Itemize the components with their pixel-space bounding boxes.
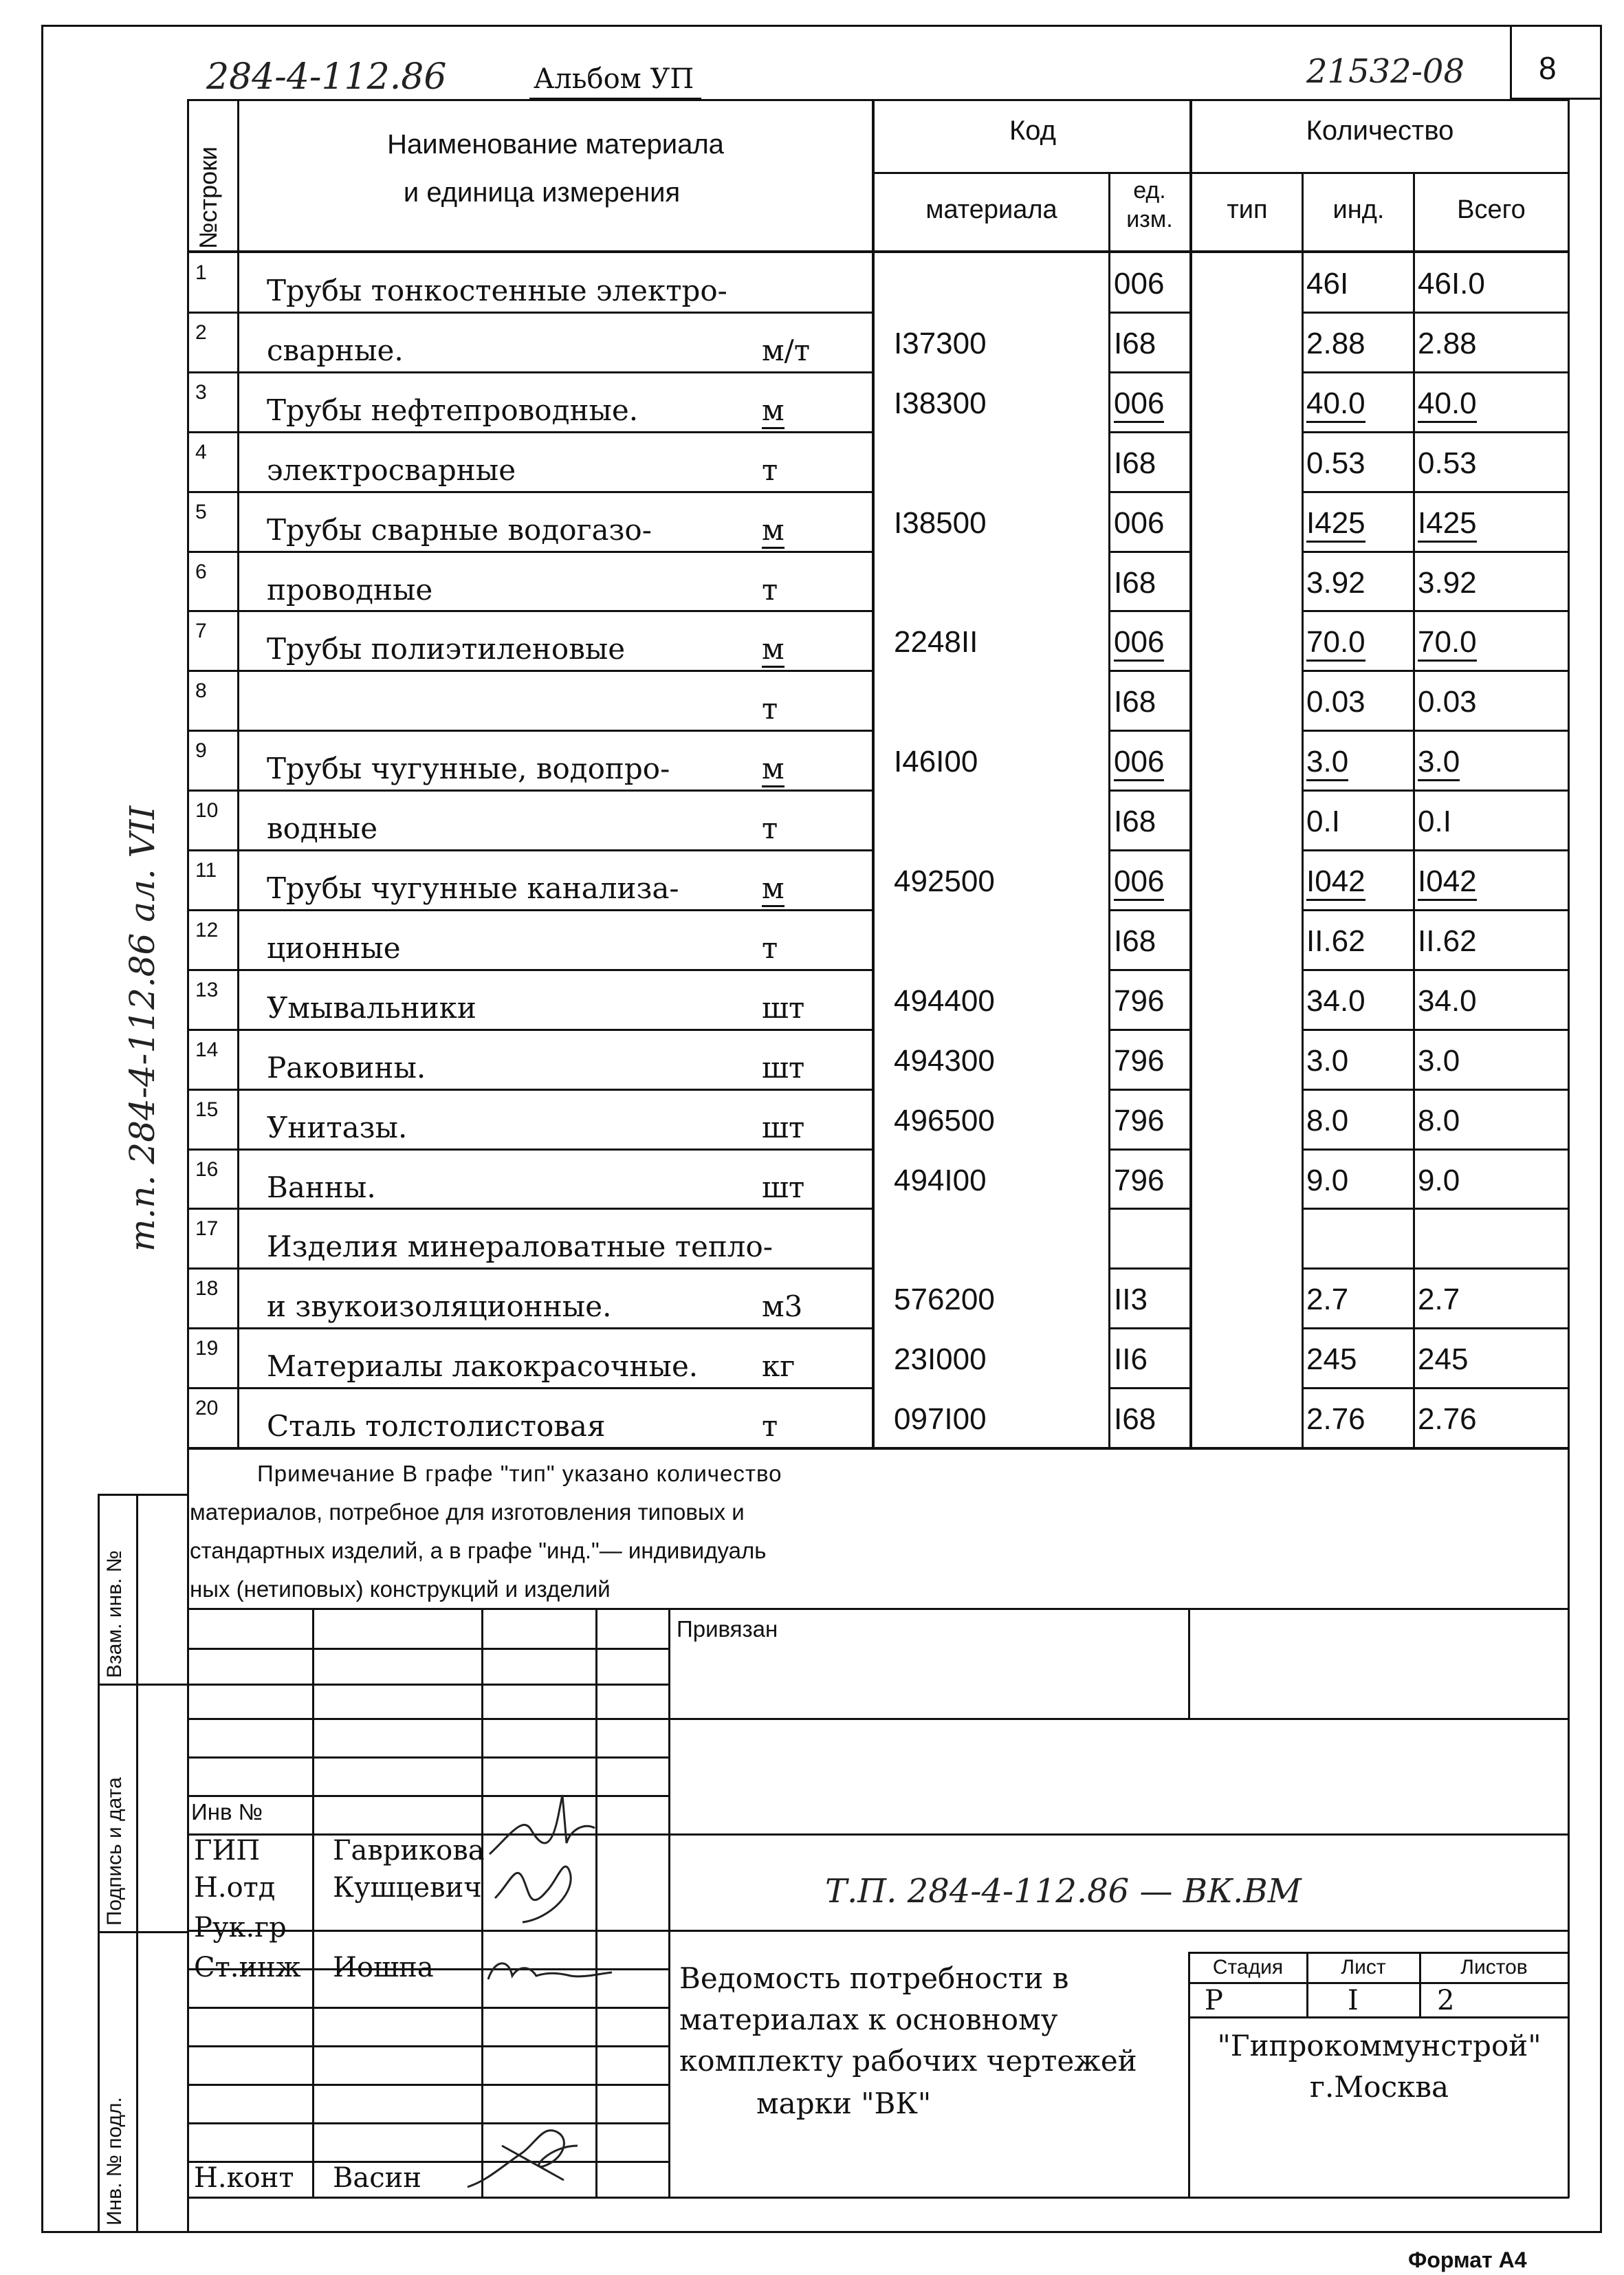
cell-unit: т xyxy=(762,1409,778,1443)
cell-name: Трубы чугунные, водопро- xyxy=(267,752,670,785)
title-line1: Ведомость потребности в xyxy=(679,1961,1069,1995)
cell-n: 20 xyxy=(195,1397,219,1419)
cell-ind: 3.92 xyxy=(1306,566,1365,600)
cell-ind: II.62 xyxy=(1306,924,1365,958)
cell-n: 4 xyxy=(195,441,207,464)
vzam-label: Взам. инв. № xyxy=(103,1550,126,1678)
sheets-label: Листов xyxy=(1460,1956,1528,1979)
cell-unit: кг xyxy=(762,1349,795,1383)
name-header-line2: и единица измерения xyxy=(403,177,681,208)
cell-unit-code: II3 xyxy=(1114,1283,1148,1316)
inv-podl-label: Инв. № подл. xyxy=(103,2097,126,2225)
signatory-role: Ст.инж xyxy=(194,1952,301,1983)
cell-n: 5 xyxy=(195,501,207,523)
cell-n: 12 xyxy=(195,919,219,941)
cell-unit-code: I68 xyxy=(1114,924,1156,958)
cell-unit: шт xyxy=(762,1111,805,1144)
cell-unit-code: 796 xyxy=(1114,1104,1165,1138)
cell-ind: 2.88 xyxy=(1306,327,1365,360)
cell-total: 245 xyxy=(1418,1342,1469,1376)
cell-unit-code: 006 xyxy=(1114,625,1164,662)
signature-notd xyxy=(481,1843,598,1926)
inv-no-label: Инв № xyxy=(191,1799,263,1825)
cell-unit-code: I68 xyxy=(1114,805,1156,838)
cell-n: 9 xyxy=(195,739,207,762)
signature-stinzh xyxy=(481,1952,619,1993)
cell-name: и звукоизоляционные. xyxy=(267,1289,612,1323)
cell-name: Сталь толстолистовая xyxy=(267,1409,606,1443)
cell-name: Изделия минераловатные тепло- xyxy=(267,1230,773,1263)
title-line2: материалах к основному xyxy=(679,2003,1058,2036)
cell-name: Унитазы. xyxy=(267,1111,408,1144)
signatory-name: Гаврикова xyxy=(333,1835,485,1866)
signatory-name: Васин xyxy=(333,2162,421,2194)
cell-total: 3.0 xyxy=(1418,1044,1460,1078)
org-line1: "Гипрокоммунстрой" xyxy=(1217,2029,1541,2062)
cell-n: 17 xyxy=(195,1217,219,1240)
cell-code: 492500 xyxy=(894,864,995,898)
cell-unit-code: 006 xyxy=(1114,745,1164,781)
cell-ind: I042 xyxy=(1306,864,1365,901)
org-line2: г.Москва xyxy=(1309,2070,1449,2104)
cell-unit: м xyxy=(762,871,784,907)
cell-unit: шт xyxy=(762,991,805,1025)
cell-code: 494I00 xyxy=(894,1164,987,1197)
signatory-name: Кушцевич xyxy=(333,1872,482,1904)
cell-unit-code: I68 xyxy=(1114,685,1156,719)
cell-total: 40.0 xyxy=(1418,387,1477,423)
doc-code: 284-4-112.86 xyxy=(206,56,447,98)
cell-total: II.62 xyxy=(1418,924,1477,958)
cell-code: 494400 xyxy=(894,984,995,1018)
cell-unit: т xyxy=(762,692,778,726)
cell-ind: I425 xyxy=(1306,506,1365,543)
cell-code: I38500 xyxy=(894,506,987,540)
cell-ind: 46I xyxy=(1306,267,1349,301)
cell-name: Трубы полиэтиленовые xyxy=(267,632,626,666)
cell-name: Трубы тонкостенные электро- xyxy=(267,274,727,307)
cell-n: 6 xyxy=(195,560,207,583)
cell-total: 8.0 xyxy=(1418,1104,1460,1138)
cell-unit-code: I68 xyxy=(1114,327,1156,360)
cell-name: Трубы сварные водогазо- xyxy=(267,513,652,547)
cell-code: I38300 xyxy=(894,387,987,420)
sheet-number: 8 xyxy=(1539,50,1557,86)
cell-total: I425 xyxy=(1418,506,1477,543)
cell-code: 097I00 xyxy=(894,1402,987,1436)
cell-ind: 70.0 xyxy=(1306,625,1365,662)
cell-ind: 3.0 xyxy=(1306,1044,1349,1078)
cell-total: I042 xyxy=(1418,864,1477,901)
note-line2: материалов, потребное для изготовления типовых и xyxy=(190,1499,745,1525)
cell-total: 3.92 xyxy=(1418,566,1477,600)
cell-total: 0.I xyxy=(1418,805,1451,838)
cell-n: 8 xyxy=(195,679,207,702)
cell-name: электросварные xyxy=(267,453,516,487)
cell-unit: шт xyxy=(762,1171,805,1204)
cell-code: 494300 xyxy=(894,1044,995,1078)
name-header-line1: Наименование материала xyxy=(387,129,724,160)
cell-n: 13 xyxy=(195,979,219,1001)
signature-nkont xyxy=(461,2104,598,2194)
cell-ind: 2.7 xyxy=(1306,1283,1349,1316)
cell-total: 9.0 xyxy=(1418,1164,1460,1197)
signatory-role: ГИП xyxy=(194,1835,261,1866)
note-line1: Примечание В графе "тип" указано количество xyxy=(257,1461,782,1486)
cell-unit: м xyxy=(762,513,784,549)
cell-n: 16 xyxy=(195,1158,219,1181)
cell-code: 2248II xyxy=(894,625,978,659)
cell-unit-code: 006 xyxy=(1114,506,1165,540)
cell-name: Трубы нефтепроводные. xyxy=(267,393,639,427)
cell-unit-code: II6 xyxy=(1114,1342,1148,1376)
cell-unit-code: 006 xyxy=(1114,267,1165,301)
signatory-role: Рук.гр xyxy=(194,1912,287,1944)
cell-ind: 8.0 xyxy=(1306,1104,1349,1138)
sheet-value: I xyxy=(1348,1985,1359,2016)
note-line3: стандартных изделий, а в графе "инд."— индивидуаль xyxy=(190,1538,767,1563)
cell-total: 34.0 xyxy=(1418,984,1477,1018)
title-line4: марки "ВК" xyxy=(756,2087,932,2120)
cell-n: 11 xyxy=(195,859,217,882)
cell-unit-code: I68 xyxy=(1114,566,1156,600)
signatory-role: Н.конт xyxy=(194,2162,294,2194)
cell-total: 2.88 xyxy=(1418,327,1477,360)
unit-header-l1: ед. xyxy=(1133,177,1166,204)
cell-unit-code: 796 xyxy=(1114,1044,1165,1078)
album-label: Альбом УП xyxy=(534,63,694,95)
cell-unit: т xyxy=(762,453,778,487)
cell-ind: 3.0 xyxy=(1306,745,1348,781)
cell-n: 3 xyxy=(195,381,207,404)
cell-unit: м3 xyxy=(762,1289,803,1323)
total-header: Всего xyxy=(1457,195,1526,224)
stage-value: Р xyxy=(1205,1985,1223,2016)
code-header: Код xyxy=(1009,116,1056,146)
cell-total: 0.53 xyxy=(1418,446,1477,480)
cell-code: I37300 xyxy=(894,327,987,360)
cell-unit-code: 006 xyxy=(1114,387,1164,423)
cell-n: 19 xyxy=(195,1337,219,1360)
cell-unit-code: I68 xyxy=(1114,1402,1156,1436)
cell-unit: шт xyxy=(762,1051,805,1085)
cell-n: 15 xyxy=(195,1098,219,1121)
cell-name: проводные xyxy=(267,573,433,607)
cell-unit: м/т xyxy=(762,334,811,367)
cell-n: 1 xyxy=(195,261,207,284)
cell-total: 2.76 xyxy=(1418,1402,1477,1436)
cell-ind: 0.I xyxy=(1306,805,1340,838)
cell-total: 70.0 xyxy=(1418,625,1477,662)
cell-unit-code: I68 xyxy=(1114,446,1156,480)
quantity-header: Количество xyxy=(1306,116,1454,146)
cell-ind: 9.0 xyxy=(1306,1164,1349,1197)
privyazan-label: Привязан xyxy=(677,1616,778,1642)
unit-header-l2: изм. xyxy=(1126,206,1173,232)
cell-total: 0.03 xyxy=(1418,685,1477,719)
side-handwritten-ref: т.п. 284-4-112.86 ал. VII xyxy=(122,805,162,1252)
cell-code: I46I00 xyxy=(894,745,978,779)
cell-n: 14 xyxy=(195,1038,219,1061)
cell-unit-code: 006 xyxy=(1114,864,1164,901)
cell-name: Умывальники xyxy=(267,991,476,1025)
cell-unit: т xyxy=(762,931,778,965)
signatory-name: Иошпа xyxy=(333,1952,434,1983)
cell-name: сварные. xyxy=(267,334,404,367)
podpis-label: Подпись и дата xyxy=(103,1777,126,1926)
row-number-header: №строки xyxy=(194,146,222,249)
cell-unit: м xyxy=(762,632,784,668)
cell-ind: 2.76 xyxy=(1306,1402,1365,1436)
cell-unit: м xyxy=(762,393,784,429)
cell-name: Раковины. xyxy=(267,1051,426,1085)
cell-name: водные xyxy=(267,812,378,845)
format-label: Формат А4 xyxy=(1408,2247,1527,2272)
designation: Т.П. 284-4-112.86 — ВК.ВМ xyxy=(825,1872,1302,1911)
cell-code: 576200 xyxy=(894,1283,995,1316)
cell-code: 23I000 xyxy=(894,1342,987,1376)
cell-n: 10 xyxy=(195,799,219,822)
cell-ind: 40.0 xyxy=(1306,387,1365,423)
cell-ind: 0.53 xyxy=(1306,446,1365,480)
cell-ind: 34.0 xyxy=(1306,984,1365,1018)
title-line3: комплекту рабочих чертежей xyxy=(679,2044,1137,2078)
cell-name: Трубы чугунные канализа- xyxy=(267,871,679,905)
cell-unit: т xyxy=(762,812,778,845)
cell-total: 3.0 xyxy=(1418,745,1460,781)
cell-n: 18 xyxy=(195,1277,219,1300)
cell-unit-code: 796 xyxy=(1114,984,1165,1018)
cell-unit: м xyxy=(762,752,784,787)
cell-name: Материалы лакокрасочные. xyxy=(267,1349,699,1383)
inv-number: 21532-08 xyxy=(1306,52,1464,91)
cell-total: 2.7 xyxy=(1418,1283,1460,1316)
cell-n: 2 xyxy=(195,321,207,344)
cell-unit: т xyxy=(762,573,778,607)
cell-n: 7 xyxy=(195,620,207,642)
sheets-value: 2 xyxy=(1437,1985,1455,2016)
code-material-header: материала xyxy=(925,195,1057,224)
cell-code: 496500 xyxy=(894,1104,995,1138)
sheet-label: Лист xyxy=(1341,1956,1386,1979)
cell-name: ционные xyxy=(267,931,401,965)
cell-name: Ванны. xyxy=(267,1171,376,1204)
signatory-role: Н.отд xyxy=(194,1872,276,1904)
stage-label: Стадия xyxy=(1212,1956,1284,1979)
type-header: тип xyxy=(1227,195,1268,224)
note-line4: ных (нетиповых) конструкций и изделий xyxy=(190,1576,611,1602)
ind-header: инд. xyxy=(1332,195,1385,224)
cell-ind: 245 xyxy=(1306,1342,1357,1376)
cell-unit-code: 796 xyxy=(1114,1164,1165,1197)
cell-total: 46I.0 xyxy=(1418,267,1485,301)
cell-ind: 0.03 xyxy=(1306,685,1365,719)
